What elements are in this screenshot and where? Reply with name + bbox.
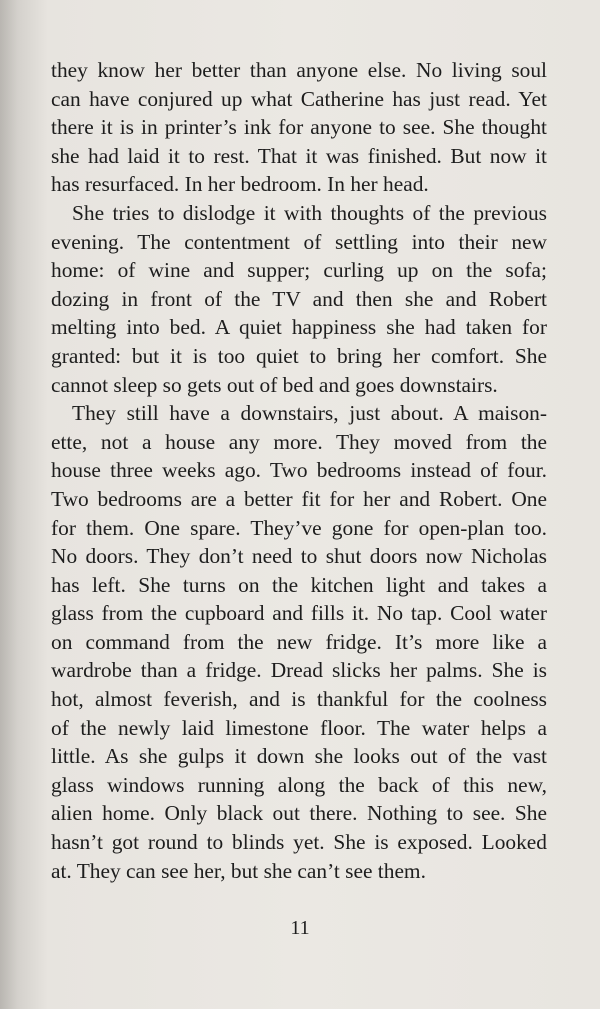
body-text <box>51 56 547 885</box>
text-line: at. They can see her, but she can’t see them. <box>51 858 426 883</box>
paragraph <box>51 199 547 399</box>
text-line: they know her better than anyone else. No living soul <box>51 58 547 82</box>
text-line: house three weeks ago. Two bedrooms instead of four. <box>51 458 547 483</box>
text-line: cannot sleep so gets out of bed and goes downstairs. <box>51 372 498 397</box>
paragraph <box>51 56 547 199</box>
text-line: evening. The contentment of settling into their new <box>51 229 547 254</box>
text-line: has resurfaced. In her bedroom. In her head. <box>51 172 429 197</box>
text-line: for them. One spare. They’ve gone for open-plan too. <box>51 515 547 540</box>
text-line: No doors. They don’t need to shut doors now Nicholas <box>51 544 547 569</box>
text-line: wardrobe than a fridge. Dread slicks her palms. She is <box>51 658 547 683</box>
text-line: granted: but it is too quiet to bring her comfort. She <box>51 343 547 368</box>
text-line: hot, almost feverish, and is thankful for the coolness <box>51 687 547 712</box>
text-line: She tries to dislodge it with thoughts of the previous <box>72 200 547 225</box>
text-line: of the newly laid limestone floor. The water helps a <box>51 715 547 740</box>
text-line: hasn’t got round to blinds yet. She is exposed. Looked <box>51 830 547 855</box>
text-line: alien home. Only black out there. Nothing to see. She <box>51 801 547 826</box>
paragraph <box>51 399 547 885</box>
text-line: home: of wine and supper; curling up on the sofa; <box>51 258 547 283</box>
text-line: ette, not a house any more. They moved from the <box>51 429 547 454</box>
text-line: They still have a downstairs, just about. A maison- <box>72 401 547 426</box>
text-line: glass from the cupboard and fills it. No tap. Cool water <box>51 601 547 626</box>
text-line: glass windows running along the back of this new, <box>51 772 547 797</box>
text-line: melting into bed. A quiet happiness she had taken for <box>51 315 547 340</box>
text-line: Two bedrooms are a better fit for her and Robert. One <box>51 486 547 511</box>
page-number: 11 <box>290 917 310 939</box>
text-line: little. As she gulps it down she looks out of the vast <box>51 744 547 769</box>
text-line: dozing in front of the TV and then she and Robert <box>51 286 547 311</box>
text-line: she had laid it to rest. That it was finished. But now it <box>51 143 547 168</box>
text-line: on command from the new fridge. It’s more like a <box>51 629 547 654</box>
text-line: can have conjured up what Catherine has just read. Yet <box>51 86 547 111</box>
text-line: has left. She turns on the kitchen light and takes a <box>51 572 547 597</box>
text-line: there it is in printer’s ink for anyone to see. She thought <box>51 115 547 140</box>
